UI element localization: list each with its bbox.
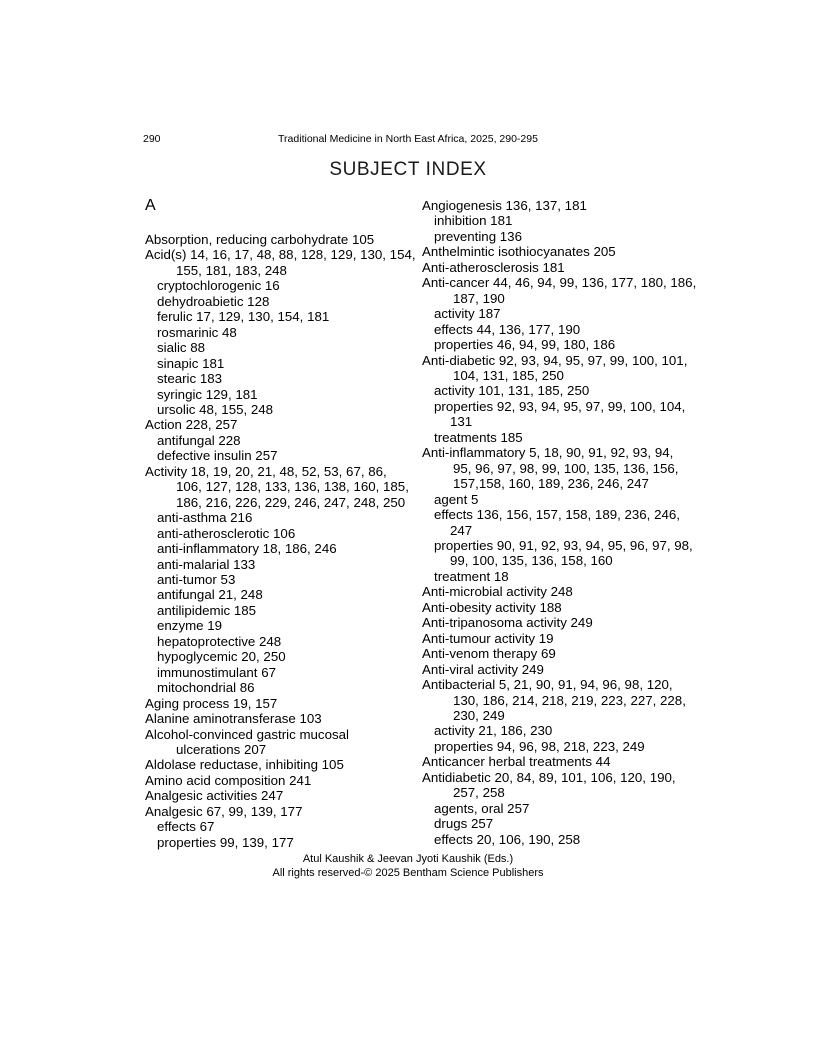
index-line: anti-inflammatory 18, 186, 246 — [157, 541, 337, 557]
index-line: rosmarinic 48 — [157, 324, 237, 340]
page-footer — [0, 852, 816, 880]
index-line: hypoglycemic 20, 250 — [157, 649, 286, 665]
index-line: ferulic 17, 129, 130, 154, 181 — [157, 309, 330, 325]
index-line: Anti-viral activity 249 — [422, 661, 544, 677]
index-line: Anti-venom therapy 69 — [422, 646, 556, 662]
index-line: 130, 186, 214, 218, 219, 223, 227, 228, — [453, 692, 686, 708]
index-line: 155, 181, 183, 248 — [176, 262, 287, 278]
index-line: sinapic 181 — [157, 355, 225, 371]
index-line: Anti-tripanosoma activity 249 — [422, 615, 593, 631]
index-line: 186, 216, 226, 229, 246, 247, 248, 250 — [176, 494, 406, 510]
index-line: ulcerations 207 — [176, 741, 267, 757]
index-line: Anti-inflammatory 5, 18, 90, 91, 92, 93, 94, — [422, 445, 674, 461]
index-line: anti-atherosclerotic 106 — [157, 525, 296, 541]
index-line: defective insulin 257 — [157, 448, 278, 464]
index-line: 247 — [450, 522, 473, 538]
index-line: effects 20, 106, 190, 258 — [434, 831, 581, 847]
index-line: enzyme 19 — [157, 618, 223, 634]
index-line: antilipidemic 185 — [157, 602, 257, 618]
index-line: properties 92, 93, 94, 95, 97, 99, 100, 104, — [434, 398, 686, 414]
index-line: 257, 258 — [453, 785, 505, 801]
index-line: treatments 185 — [434, 429, 523, 445]
index-line: hepatoprotective 248 — [157, 633, 282, 649]
running-title: Traditional Medicine in North East Africa, 2025, 290-295 — [278, 133, 538, 145]
index-line: Acid(s) 14, 16, 17, 48, 88, 128, 129, 130, 154, — [145, 247, 416, 263]
index-line: Anti-microbial activity 248 — [422, 584, 573, 600]
page-number: 290 — [143, 133, 161, 145]
index-line: properties 94, 96, 98, 218, 223, 249 — [434, 738, 645, 754]
index-line: effects 44, 136, 177, 190 — [434, 321, 581, 337]
index-line: Aging process 19, 157 — [145, 695, 278, 711]
index-line: Anti-cancer 44, 46, 94, 99, 136, 177, 180, 186, — [422, 275, 697, 291]
index-line: Anti-obesity activity 188 — [422, 599, 562, 615]
index-column — [145, 197, 416, 850]
index-line: 106, 127, 128, 133, 136, 138, 160, 185, — [176, 479, 409, 495]
index-line: drugs 257 — [434, 816, 494, 832]
index-line: 157,158, 160, 189, 236, 246, 247 — [453, 476, 649, 492]
index-line: dehydroabietic 128 — [157, 293, 270, 309]
index-line: Amino acid composition 241 — [145, 772, 312, 788]
index-column — [422, 198, 697, 847]
index-line: Antidiabetic 20, 84, 89, 101, 106, 120, 190, — [422, 769, 676, 785]
index-line: anti-asthma 216 — [157, 510, 253, 526]
index-line: Alcohol-convinced gastric mucosal — [145, 726, 349, 742]
index-line: 131 — [450, 414, 473, 430]
index-line: Angiogenesis 136, 137, 181 — [422, 198, 587, 213]
index-line: agents, oral 257 — [434, 800, 530, 816]
index-line: effects 136, 156, 157, 158, 189, 236, 246, — [434, 507, 680, 523]
index-line: Anti-diabetic 92, 93, 94, 95, 97, 99, 100, 101, — [422, 352, 688, 368]
index-line: mitochondrial 86 — [157, 680, 255, 696]
index-line: Action 228, 257 — [145, 417, 238, 433]
index-line: agent 5 — [434, 491, 479, 507]
index-line: 187, 190 — [453, 290, 505, 306]
index-line: antifungal 21, 248 — [157, 587, 263, 603]
index-line: anti-malarial 133 — [157, 556, 256, 572]
index-line: Antibacterial 5, 21, 90, 91, 94, 96, 98, 120, — [422, 677, 673, 693]
index-line: activity 21, 186, 230 — [434, 723, 553, 739]
index-line: inhibition 181 — [434, 213, 513, 229]
index-line: 104, 131, 185, 250 — [453, 367, 564, 383]
index-line: effects 67 — [157, 819, 215, 835]
index-line: immunostimulant 67 — [157, 664, 276, 680]
index-line: ursolic 48, 155, 248 — [157, 401, 274, 417]
index-line: Anti-tumour activity 19 — [422, 630, 554, 646]
index-line: syringic 129, 181 — [157, 386, 258, 402]
index-columns — [145, 197, 697, 850]
index-line: anti-tumor 53 — [157, 571, 236, 587]
footer-rights: All rights reserved-© 2025 Bentham Science Publishers — [272, 867, 544, 879]
page-header — [143, 132, 673, 148]
index-line: treatment 18 — [434, 568, 509, 584]
index-line: stearic 183 — [157, 371, 223, 387]
index-line: Absorption, reducing carbohydrate 105 — [145, 232, 375, 247]
index-line: Analgesic activities 247 — [145, 788, 284, 804]
footer-editors: Atul Kaushik & Jeevan Jyoti Kaushik (Eds.) — [302, 853, 514, 865]
index-line: activity 187 — [434, 306, 501, 322]
index-line: properties 90, 91, 92, 93, 94, 95, 96, 97, 98, — [434, 537, 693, 553]
index-line: Anthelmintic isothiocyanates 205 — [422, 244, 616, 260]
section-letter: A — [145, 197, 156, 214]
index-line: properties 46, 94, 99, 180, 186 — [434, 337, 616, 353]
index-line: 99, 100, 135, 136, 158, 160 — [450, 553, 613, 569]
index-line: sialic 88 — [157, 340, 206, 356]
index-line: Aldolase reductase, inhibiting 105 — [145, 757, 344, 773]
index-line: Anticancer herbal treatments 44 — [422, 754, 611, 770]
index-line: Analgesic 67, 99, 139, 177 — [145, 803, 303, 819]
index-line: cryptochlorogenic 16 — [157, 278, 280, 294]
index-line: preventing 136 — [434, 228, 522, 244]
index-line: properties 99, 139, 177 — [157, 834, 294, 850]
index-line: Activity 18, 19, 20, 21, 48, 52, 53, 67, 86, — [145, 463, 387, 479]
page-title: SUBJECT INDEX — [329, 159, 487, 180]
index-line: antifungal 228 — [157, 432, 241, 448]
index-line: 230, 249 — [453, 707, 505, 723]
index-line: 95, 96, 97, 98, 99, 100, 135, 136, 156, — [453, 460, 679, 476]
index-line: activity 101, 131, 185, 250 — [434, 383, 590, 399]
index-line: Alanine aminotransferase 103 — [145, 711, 322, 727]
index-line: Anti-atherosclerosis 181 — [422, 259, 565, 275]
